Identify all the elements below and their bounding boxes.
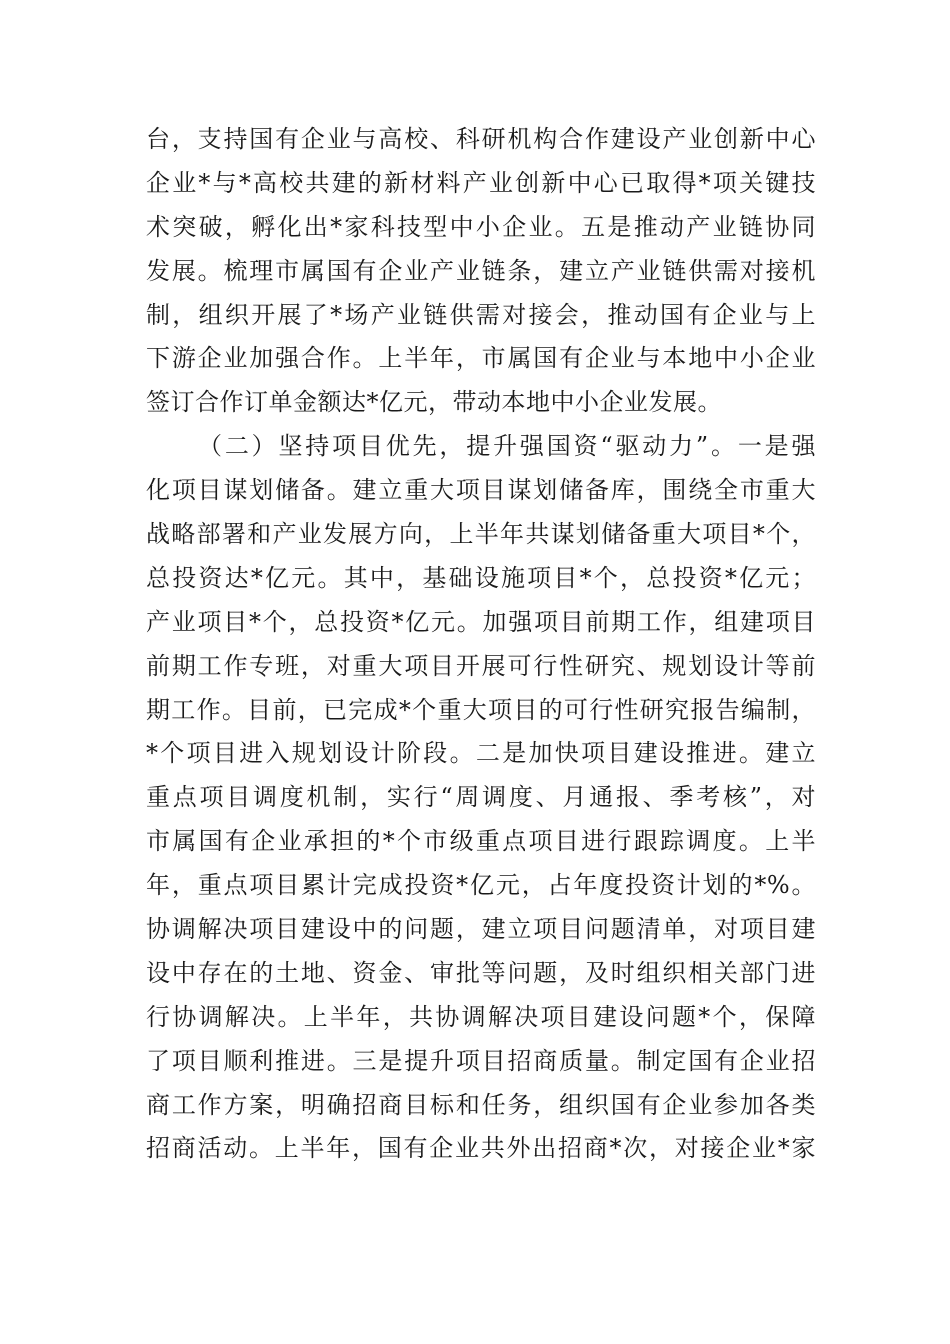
text-line: 期工作。目前，已完成*个重大项目的可行性研究报告编制， bbox=[146, 695, 816, 724]
text-line: 商工作方案，明确招商目标和任务，组织国有企业参加各类 bbox=[146, 1090, 816, 1119]
text-line: 制，组织开展了*场产业链供需对接会，推动国有企业与上 bbox=[146, 300, 816, 329]
text-line: 设中存在的土地、资金、审批等问题，及时组织相关部门进 bbox=[146, 958, 816, 987]
text-line: 行协调解决。上半年，共协调解决项目建设问题*个，保障 bbox=[146, 1002, 816, 1031]
text-line: 产业项目*个，总投资*亿元。加强项目前期工作，组建项目 bbox=[146, 607, 816, 636]
section-heading-line: （二）坚持项目优先，提升强国资“驱动力”。一是强 bbox=[198, 432, 816, 461]
text-line: 总投资达*亿元。其中，基础设施项目*个，总投资*亿元； bbox=[146, 563, 816, 592]
text-line: *个项目进入规划设计阶段。二是加快项目建设推进。建立 bbox=[146, 739, 816, 768]
text-line: 化项目谋划储备。建立重大项目谋划储备库，围绕全市重大 bbox=[146, 476, 816, 505]
text-line: 重点项目调度机制，实行“周调度、月通报、季考核”，对 bbox=[146, 783, 816, 812]
text-line: 协调解决项目建设中的问题，建立项目问题清单，对项目建 bbox=[146, 915, 816, 944]
text-line: 前期工作专班，对重大项目开展可行性研究、规划设计等前 bbox=[146, 651, 816, 680]
text-line: 市属国有企业承担的*个市级重点项目进行跟踪调度。上半 bbox=[146, 827, 816, 856]
text-line: 术突破，孵化出*家科技型中小企业。五是推动产业链协同 bbox=[146, 212, 816, 241]
text-line: 了项目顺利推进。三是提升项目招商质量。制定国有企业招 bbox=[146, 1046, 816, 1075]
body-text bbox=[146, 118, 816, 1171]
text-line: 企业*与*高校共建的新材料产业创新中心已取得*项关键技 bbox=[146, 168, 816, 197]
text-line: 发展。梳理市属国有企业产业链条，建立产业链供需对接机 bbox=[146, 256, 816, 285]
text-line: 签订合作订单金额达*亿元，带动本地中小企业发展。 bbox=[146, 388, 722, 417]
text-line: 台，支持国有企业与高校、科研机构合作建设产业创新中心 bbox=[146, 125, 816, 153]
text-line: 招商活动。上半年，国有企业共外出招商*次，对接企业*家 bbox=[146, 1134, 816, 1163]
text-line: 年，重点项目累计完成投资*亿元，占年度投资计划的*%。 bbox=[146, 871, 816, 900]
text-line: 下游企业加强合作。上半年，市属国有企业与本地中小企业 bbox=[146, 344, 816, 373]
text-line: 战略部署和产业发展方向，上半年共谋划储备重大项目*个， bbox=[146, 520, 816, 549]
